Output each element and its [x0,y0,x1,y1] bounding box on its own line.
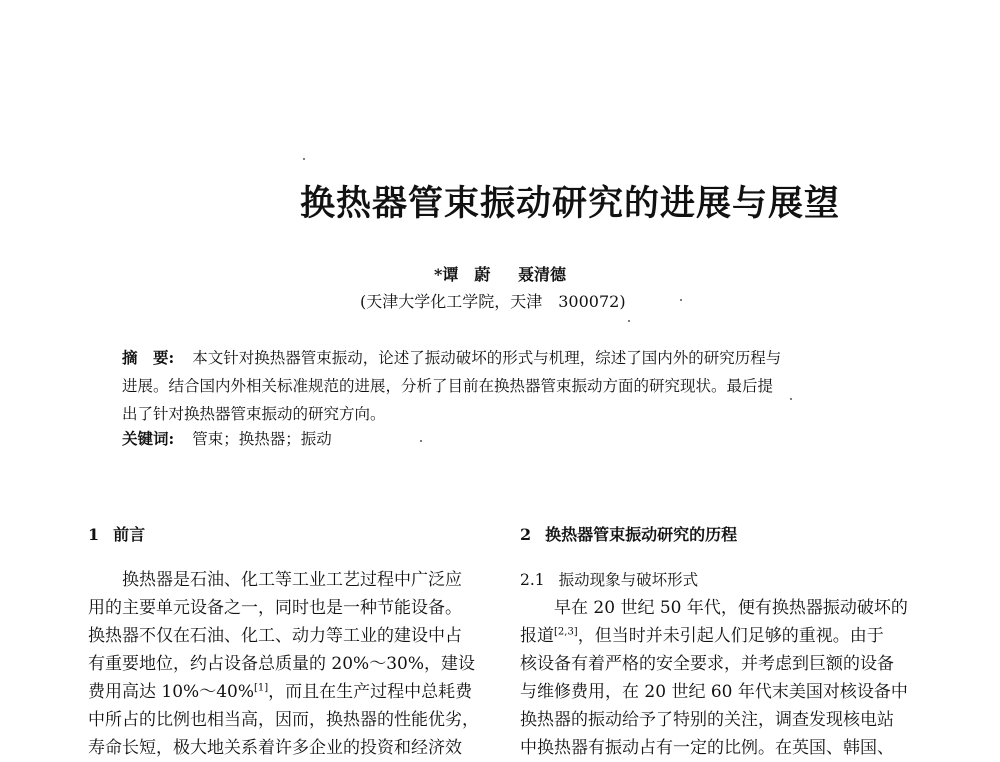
body-line: 寿命长短，极大地关系着许多企业的投资和经济效 [88,738,462,758]
body-line: 报道[2,3]，但当时并未引起人们足够的重视。由于 [520,626,884,646]
abstract-line: 进展。结合国内外相关标准规范的进展，分析了目前在换热器管束振动方面的研究现状。最后提 [122,377,774,395]
abstract-label: 摘 要: [122,348,175,367]
body-line: 费用高达 10%～40%[1]，而且在生产过程中总耗费 [88,682,473,702]
body-line: 与维修费用，在 20 世纪 60 年代末美国对核设备中 [520,682,908,702]
body-line: 中换热器有振动占有一定的比例。在英国、韩国、 [520,738,894,758]
citation: [2,3] [554,626,578,638]
body-line: 换热器是石油、化工等工业工艺过程中广泛应 [122,570,462,590]
citation: [1] [253,682,269,694]
abstract-line: 摘 要: 本文针对换热器管束振动，论述了振动破坏的形式与机理，综述了国内外的研究历程与 [122,348,782,367]
section-heading [520,522,935,552]
body-line: 换热器的振动给予了特别的关注，调查发现核电站 [520,710,894,730]
keywords-text: 管束；换热器；振动 [192,430,332,448]
author-line [300,262,700,285]
scan-speck [790,398,792,400]
scan-speck [303,158,305,160]
section-number: 1 [88,525,100,544]
keywords-label: 关键词: [122,429,175,448]
subsection-title: 振动现象与破坏形式 [558,571,699,589]
affiliation: (天津大学化工学院，天津 300072) [360,292,626,311]
body-line: 早在 20 世纪 50 年代，便有换热器振动破坏的 [554,598,908,618]
abstract-line: 出了针对换热器管束振动的研究方向。 [122,405,386,423]
body-line: 中所占的比例也相当高，因而，换热器的性能优劣， [88,710,479,730]
scan-speck [628,320,630,322]
section-number: 2 [520,525,532,544]
section-body [88,566,503,762]
paper-title: 换热器管束振动研究的进展与展望 [300,183,841,224]
section-body [520,594,935,762]
section-heading [88,522,503,552]
scan-speck [420,440,422,442]
right-column [520,522,935,762]
subsection-heading [520,568,935,594]
keywords [122,427,332,449]
body-line: 有重要地位，约占设备总质量的 20%～30%，建设 [88,654,475,674]
scan-speck [680,299,682,301]
author-name: 聂清德 [517,265,566,284]
subsection-number: 2.1 [520,571,545,589]
author-name: *谭 蔚 [434,265,491,284]
section-title: 换热器管束振动研究的历程 [545,525,738,544]
section-title: 前言 [113,525,146,544]
body-line: 核设备有着严格的安全要求，并考虑到巨额的设备 [520,654,894,674]
abstract [122,344,882,428]
body-line: 换热器不仅在石油、化工、动力等工业的建设中占 [88,626,462,646]
body-line: 用的主要单元设备之一，同时也是一种节能设备。 [88,598,462,618]
left-column [88,522,503,762]
